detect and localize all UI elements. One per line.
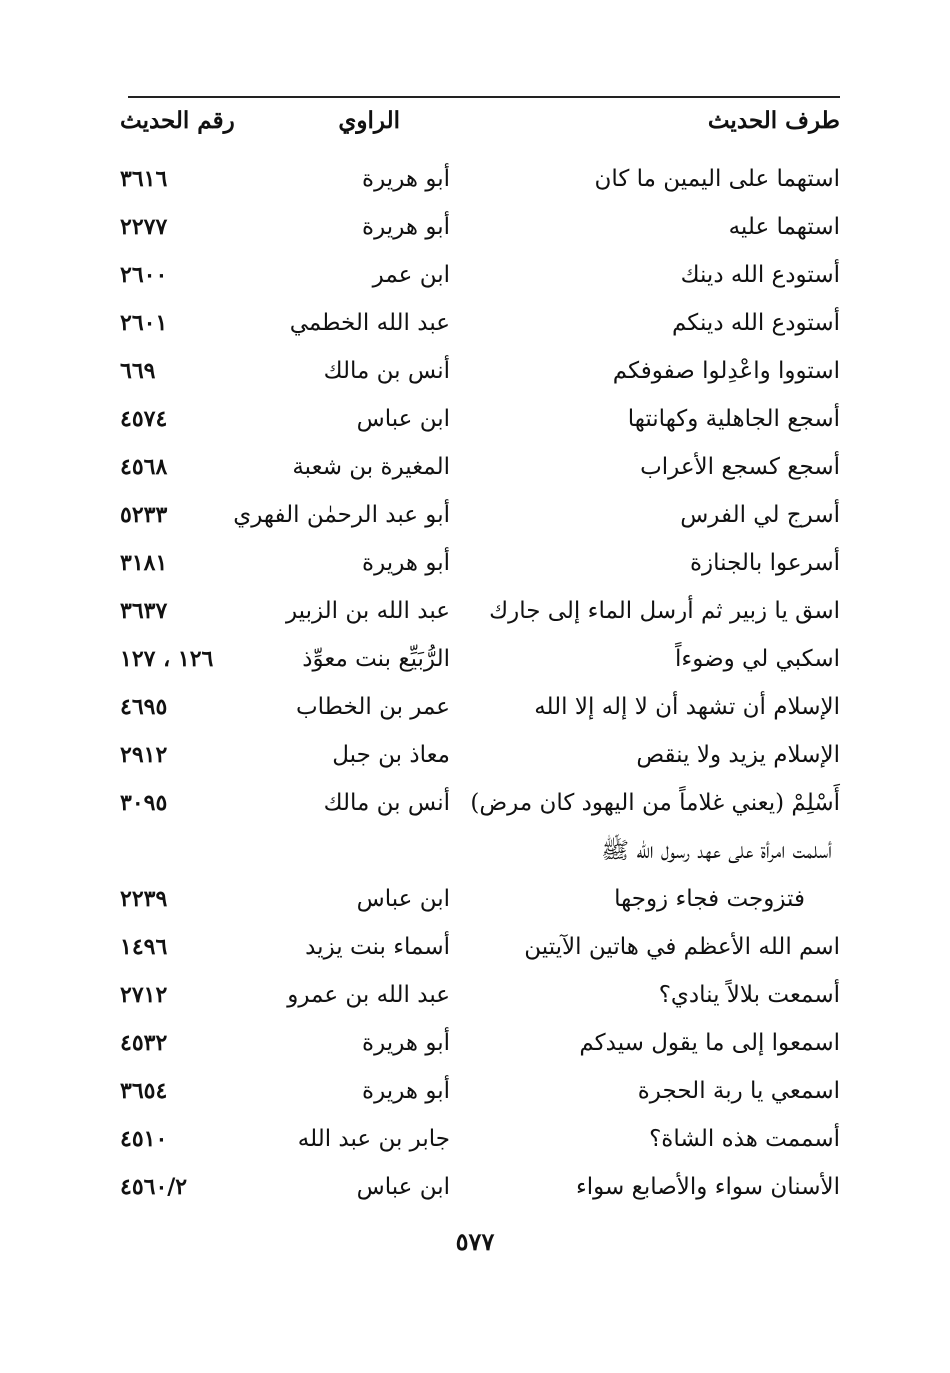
table-row: [0, 972, 950, 1020]
narrator: ابن عباس: [356, 406, 450, 432]
narrator: ابن عمر: [372, 262, 450, 288]
hadith-number: ٢٢٧٧: [120, 214, 168, 240]
hadith-text: الإسلام يزيد ولا ينقص: [636, 742, 840, 768]
table-row: [0, 636, 950, 684]
narrator: أسماء بنت يزيد: [305, 934, 450, 960]
table-row: [0, 204, 950, 252]
table-row: [0, 300, 950, 348]
narrator: الرُّبَيِّع بنت معوِّذ: [302, 646, 450, 672]
narrator: أبو هريرة: [362, 214, 450, 240]
header-narrator: الراوي: [338, 107, 400, 134]
hadith-text: أسرعوا بالجنازة: [689, 550, 840, 576]
hadith-text: اسكبي لي وضوءاً: [675, 646, 840, 672]
hadith-number: ٤٥٧٤: [120, 406, 168, 432]
hadith-number: ٣٠٩٥: [120, 790, 168, 816]
hadith-text: الأسنان سواء والأصابع سواء: [575, 1174, 840, 1200]
hadith-text: أسلمت امرأة على عهد رسول الله ﷺ: [601, 838, 832, 864]
header-rule: [128, 96, 840, 98]
hadith-number: ١٤٩٦: [120, 934, 168, 960]
hadith-text: فتزوجت فجاء زوجها: [614, 886, 805, 912]
hadith-text: أسجع كسجع الأعراب: [640, 454, 840, 480]
hadith-number: ٢٦٠٠: [120, 262, 168, 288]
hadith-text: الإسلام أن تشهد أن لا إله إلا الله: [534, 694, 840, 720]
table-row: [0, 780, 950, 828]
hadith-number: ٢٦٠١: [120, 310, 168, 336]
hadith-number: ٢٧١٢: [120, 982, 168, 1008]
narrator: ابن عباس: [356, 1174, 450, 1200]
narrator: عبد الله بن عمرو: [287, 982, 450, 1008]
hadith-text: أسمعت بلالاً ينادي؟: [658, 982, 840, 1008]
narrator: ابن عباس: [356, 886, 450, 912]
hadith-number: ٣٦١٦: [120, 166, 168, 192]
hadith-number: ١٢٦ ، ١٢٧: [120, 646, 214, 672]
narrator: أنس بن مالك: [323, 790, 450, 816]
table-row: [0, 588, 950, 636]
table-row: [0, 540, 950, 588]
table-row: [0, 252, 950, 300]
table-row: [0, 1116, 950, 1164]
hadith-text: أستودع الله دينكم: [671, 310, 840, 336]
table-row: [0, 1068, 950, 1116]
hadith-number: ٥٢٣٣: [120, 502, 168, 528]
hadith-number: ٣١٨١: [120, 550, 168, 576]
table-row: [0, 444, 950, 492]
narrator: أبو هريرة: [362, 1078, 450, 1104]
hadith-text: استووا واعْدِلوا صفوفكم: [612, 358, 840, 384]
hadith-text: أسجع الجاهلية وكهانتها: [627, 406, 840, 432]
hadith-text: استهما على اليمين ما كان: [594, 166, 840, 192]
hadith-number: ٤٥٦٠/٢: [120, 1174, 188, 1200]
hadith-number: ٤٦٩٥: [120, 694, 168, 720]
hadith-text: أَسْلِمْ (يعني غلاماً من اليهود كان مرض): [470, 790, 840, 816]
narrator: أبو هريرة: [362, 1030, 450, 1056]
table-row: [0, 924, 950, 972]
hadith-index-table: [0, 156, 950, 1212]
narrator: أبو هريرة: [362, 166, 450, 192]
hadith-text: اسمعي يا ربة الحجرة: [637, 1078, 840, 1104]
hadith-text: اسم الله الأعظم في هاتين الآيتين: [524, 934, 840, 960]
hadith-number: ٣٦٣٧: [120, 598, 168, 624]
narrator: جابر بن عبد الله: [297, 1126, 450, 1152]
narrator: معاذ بن جبل: [332, 742, 450, 768]
hadith-number: ٣٦٥٤: [120, 1078, 168, 1104]
narrator: عبد الله بن الزبير: [285, 598, 450, 624]
hadith-number: ٤٥٣٢: [120, 1030, 168, 1056]
table-row: [0, 732, 950, 780]
table-row: [0, 1164, 950, 1212]
table-row: [0, 1020, 950, 1068]
hadith-text: اسمعوا إلى ما يقول سيدكم: [579, 1030, 840, 1056]
narrator: عبد الله الخطمي: [289, 310, 450, 336]
narrator: أبو هريرة: [362, 550, 450, 576]
hadith-number: ٦٦٩: [120, 358, 156, 384]
table-row: [0, 492, 950, 540]
hadith-text: أستودع الله دينك: [680, 262, 840, 288]
hadith-number: ٢٢٣٩: [120, 886, 168, 912]
hadith-text: اسق يا زبير ثم أرسل الماء إلى جارك: [489, 598, 840, 624]
header-hadith-number: رقم الحديث: [120, 107, 235, 134]
table-row: [0, 828, 950, 876]
narrator: أبو عبد الرحمٰن الفهري: [233, 502, 450, 528]
hadith-text: أسرج لي الفرس: [680, 502, 840, 528]
hadith-number: ٢٩١٢: [120, 742, 168, 768]
table-header: [0, 98, 950, 144]
hadith-number: ٤٥٦٨: [120, 454, 168, 480]
table-row: [0, 348, 950, 396]
narrator: المغيرة بن شعبة: [292, 454, 450, 480]
narrator: عمر بن الخطاب: [295, 694, 450, 720]
table-row: [0, 396, 950, 444]
narrator: أنس بن مالك: [323, 358, 450, 384]
hadith-number: ٤٥١٠: [120, 1126, 168, 1152]
hadith-number: [120, 828, 260, 874]
page-number: ٥٧٧: [455, 1227, 495, 1256]
header-hadith-text: طرف الحديث: [707, 107, 840, 134]
table-row: [0, 876, 950, 924]
hadith-text: استهما عليه: [728, 214, 840, 240]
table-row: [0, 684, 950, 732]
hadith-text: أسممت هذه الشاة؟: [649, 1126, 840, 1152]
table-row: [0, 156, 950, 204]
